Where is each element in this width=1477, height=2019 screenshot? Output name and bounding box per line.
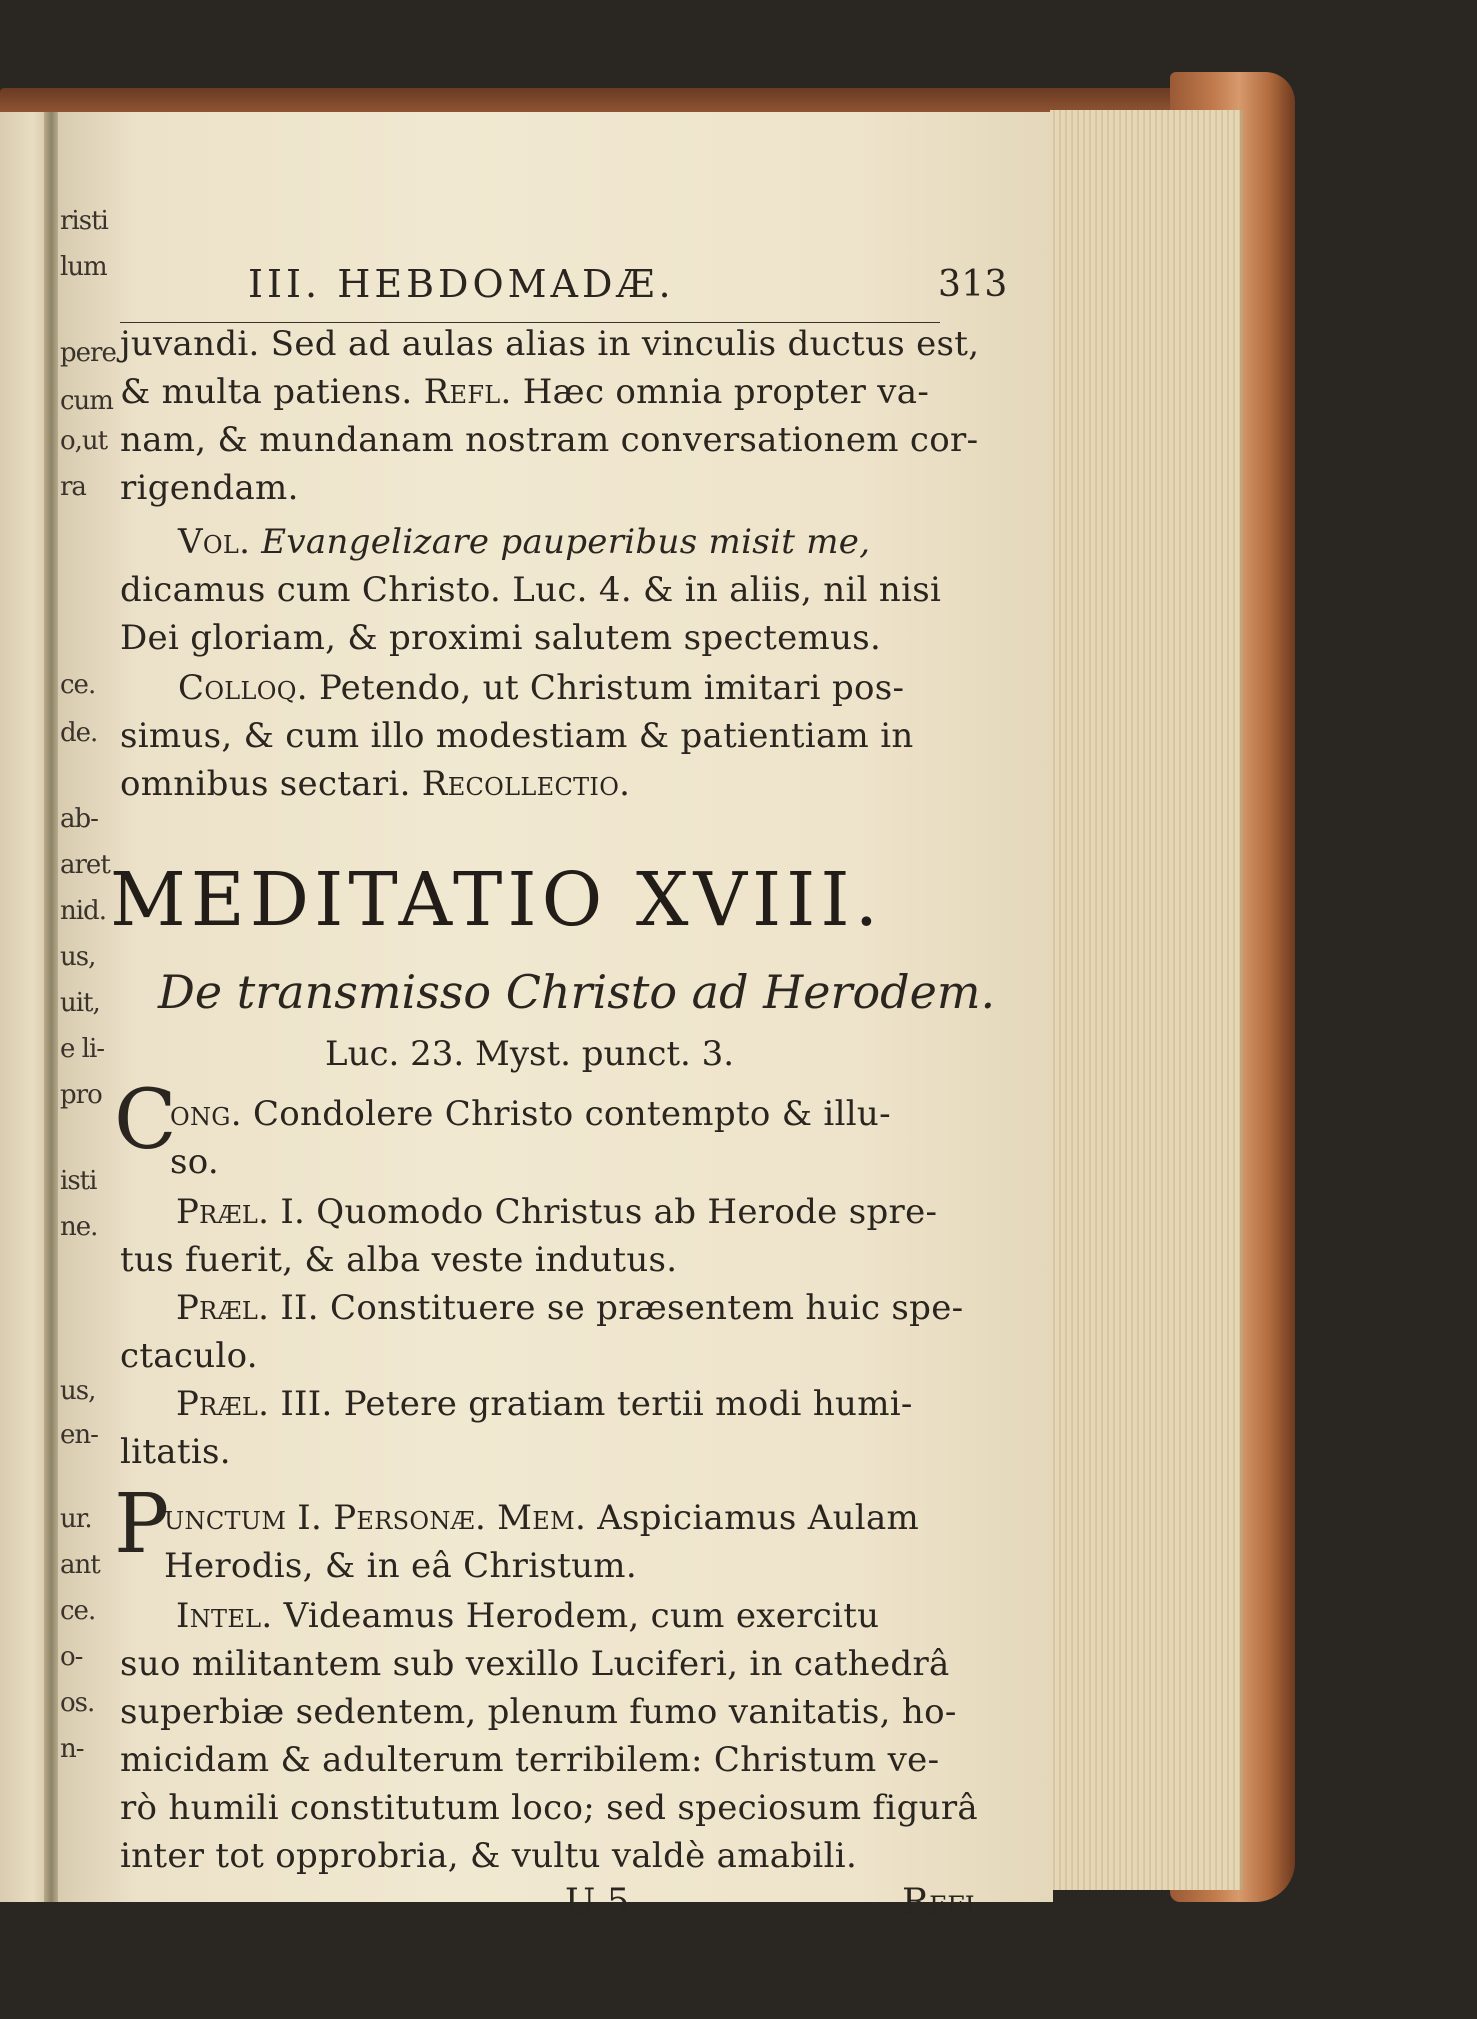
intel-line: Intel. Videamus Herodem, cum exercitu: [176, 1596, 880, 1636]
catchword: Refl.: [902, 1882, 993, 1923]
text-line: juvandi. Sed ad aulas alias in vinculis ductus est,: [120, 324, 980, 364]
margin-fragment: ab-: [60, 804, 98, 834]
margin-fragment: nid.: [60, 896, 106, 926]
margin-fragment: ce.: [60, 1596, 96, 1626]
text-line: tus fuerit, & alba veste indutus.: [120, 1240, 678, 1280]
right-page: [58, 112, 1053, 1923]
page-fore-edge: [1050, 110, 1243, 1890]
vol-line: Vol. Evangelizare pauperibus misit me,: [178, 522, 871, 562]
text-line: rigendam.: [120, 468, 299, 508]
punctum-line: unctum I. Personæ. Mem. Aspiciamus Aulam: [164, 1498, 920, 1538]
margin-fragment: us,: [60, 942, 96, 972]
margin-fragment: ne.: [60, 1212, 98, 1242]
dropcap-c: C: [114, 1073, 177, 1168]
text-line: inter tot opprobria, & vultu valdè amabili.: [120, 1836, 858, 1876]
folio-number: 313: [938, 264, 1008, 305]
margin-fragment: cum: [60, 386, 113, 416]
margin-fragment: de.: [60, 718, 98, 748]
margin-fragment: isti: [60, 1166, 97, 1196]
text-line: litatis.: [120, 1432, 231, 1472]
text-line: simus, & cum illo modestiam & patientiam in: [120, 716, 914, 756]
dropcap-p: P: [114, 1477, 170, 1572]
margin-fragment: ra: [60, 472, 86, 502]
prael-line: Præl. I. Quomodo Christus ab Herode spre-: [176, 1192, 938, 1232]
margin-fragment: en-: [60, 1420, 98, 1450]
meditation-subtitle: De transmisso Christo ad Herodem.: [158, 965, 996, 1019]
margin-fragment: n-: [60, 1734, 84, 1764]
margin-fragment: us,: [60, 1376, 96, 1406]
prael-line: Præl. III. Petere gratiam tertii modi humi-: [176, 1384, 913, 1424]
cong-line: ong. Condolere Christo contempto & illu-: [170, 1094, 891, 1134]
colloq-line: Colloq. Petendo, ut Christum imitari pos-: [178, 668, 905, 708]
text-line: suo militantem sub vexillo Luciferi, in cathedrâ: [120, 1644, 950, 1684]
margin-fragment: aret: [60, 850, 110, 880]
text-line: Dei gloriam, & proximi salutem spectemus.: [120, 618, 882, 658]
margin-fragment: os.: [60, 1688, 95, 1718]
margin-fragment: ant: [60, 1550, 100, 1580]
running-header: III. HEBDOMADÆ.: [248, 262, 675, 306]
margin-fragment: lum: [60, 252, 107, 282]
text-line: so.: [170, 1142, 220, 1182]
scripture-reference: Luc. 23. Myst. punct. 3.: [325, 1034, 735, 1074]
text-line: nam, & mundanam nostram conversationem cor-: [120, 420, 979, 460]
margin-fragment: ur.: [60, 1504, 92, 1534]
margin-fragment: o-: [60, 1642, 83, 1672]
margin-fragment: ce.: [60, 670, 96, 700]
text-line: & multa patiens. Refl. Hæc omnia propter va-: [120, 372, 930, 412]
meditation-title: MEDITATIO XVIII.: [110, 857, 884, 943]
text-line: superbiæ sedentem, plenum fumo vanitatis, ho-: [120, 1692, 957, 1732]
prael-line: Præl. II. Constituere se præsentem huic spe-: [176, 1288, 964, 1328]
header-rule: [120, 322, 940, 323]
margin-fragment: pere: [60, 338, 116, 368]
margin-fragment: e li-: [60, 1034, 105, 1064]
text-line: dicamus cum Christo. Luc. 4. & in aliis, nil nisi: [120, 570, 942, 610]
margin-fragment: risti: [60, 206, 108, 236]
text-line: omnibus sectari. Recollectio.: [120, 764, 631, 804]
margin-fragment: pro: [60, 1080, 102, 1110]
margin-fragment: uit,: [60, 988, 100, 1018]
text-line: ctaculo.: [120, 1336, 258, 1376]
margin-fragment: o,ut: [60, 426, 108, 456]
text-line: rò humili constitutum loco; sed speciosum figurâ: [120, 1788, 978, 1828]
text-line: micidam & adulterum terribilem: Christum ve-: [120, 1740, 940, 1780]
left-margin-fragments: [58, 112, 116, 1902]
signature-mark: U 5: [565, 1882, 630, 1923]
text-line: Herodis, & in eâ Christum.: [164, 1546, 637, 1586]
